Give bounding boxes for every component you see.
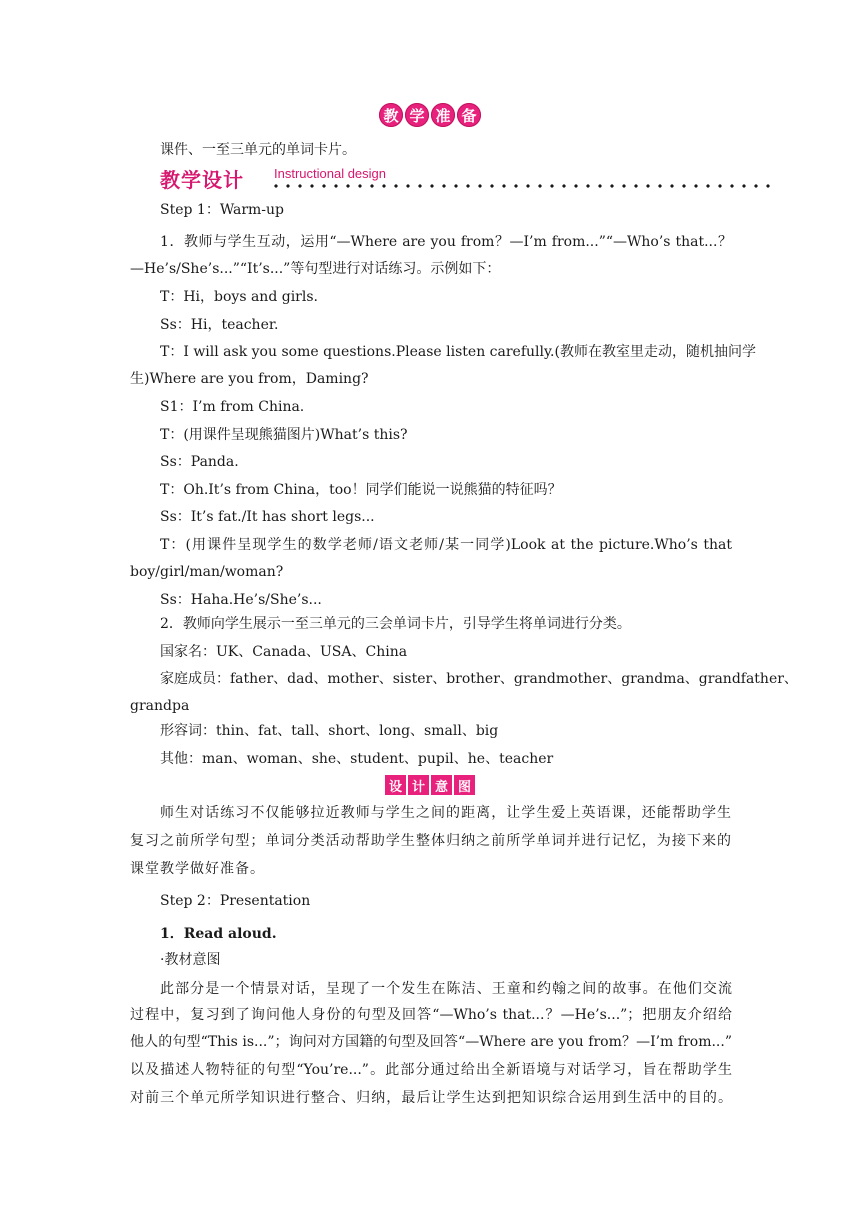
purpose-paragraph-line: 他人的句型“This is...”；询问对方国籍的句型及回答“—Where are you from？—I’m from...” bbox=[130, 1034, 732, 1050]
word-category-others: 其他：man、woman、she、student、pupil、he、teacher bbox=[160, 751, 554, 767]
dialogue-line: T：Hi，boys and girls. bbox=[160, 289, 318, 305]
materials-text: 课件、一至三单元的单词卡片。 bbox=[160, 142, 356, 158]
intent-char: 图 bbox=[454, 775, 475, 795]
purpose-paragraph-line: 以及描述人物特征的句型“You’re...”。此部分通过给出全新语境与对话学习，旨在帮助学生 bbox=[130, 1062, 732, 1078]
purpose-paragraph-line: 对前三个单元所学知识进行整合、归纳，最后让学生达到把知识综合运用到生活中的目的。 bbox=[130, 1090, 732, 1106]
dialogue-line: Ss：Panda. bbox=[160, 454, 239, 470]
step1-title: Step 1：Warm-up bbox=[160, 202, 285, 218]
purpose-paragraph-line: 此部分是一个情景对话，呈现了一个发生在陈洁、王童和约翰之间的故事。在他们交流 bbox=[160, 981, 732, 997]
step2-subheading: 1．Read aloud. bbox=[160, 926, 277, 942]
heading-char: 准 bbox=[431, 103, 455, 127]
dialogue-line: T：I will ask you some questions.Please listen carefully.(教师在教室里走动，随机抽问学 bbox=[160, 344, 756, 360]
word-category-adjectives: 形容词：thin、fat、tall、short、long、small、big bbox=[160, 723, 499, 739]
dialogue-line-cont: boy/girl/man/woman? bbox=[130, 564, 284, 580]
intent-paragraph-line: 课堂教学做好准备。 bbox=[130, 861, 265, 877]
dialogue-line-cont: 生)Where are you from，Daming? bbox=[130, 371, 369, 387]
intent-paragraph-line: 师生对话练习不仅能够拉近教师与学生之间的距离，让学生爱上英语课，还能帮助学生 bbox=[160, 805, 732, 821]
step2-title: Step 2：Presentation bbox=[160, 893, 311, 909]
heading-char: 学 bbox=[405, 103, 429, 127]
step1-item2: 2．教师向学生展示一至三单元的三会单词卡片，引导学生将单词进行分类。 bbox=[160, 616, 631, 632]
dotted-divider bbox=[270, 183, 770, 189]
dialogue-line: T：Oh.It’s from China，too！同学们能说一说熊猫的特征吗？ bbox=[160, 482, 562, 498]
step1-item1-line1: 1．教师与学生互动，运用“—Where are you from？—I’m from...”“—Who’s that...？ bbox=[160, 234, 732, 250]
dialogue-line: Ss：Hi，teacher. bbox=[160, 317, 279, 333]
heading-char: 备 bbox=[457, 103, 481, 127]
instructional-design-header bbox=[160, 164, 770, 192]
dialogue-line: T：(用课件呈现学生的数学老师/语文老师/某一同学)Look at the picture.Who’s that bbox=[160, 537, 732, 553]
design-title-en: Instructional design bbox=[274, 166, 387, 181]
intent-char: 计 bbox=[408, 775, 429, 795]
dialogue-line: Ss：It’s fat./It has short legs... bbox=[160, 509, 375, 525]
dialogue-line: T：(用课件呈现熊猫图片)What’s this? bbox=[160, 427, 408, 443]
dialogue-line: S1：I’m from China. bbox=[160, 399, 305, 415]
intent-char: 设 bbox=[385, 775, 406, 795]
heading-char: 教 bbox=[379, 103, 403, 127]
purpose-label: ·教材意图 bbox=[160, 952, 221, 968]
intent-paragraph-line: 复习之前所学句型；单词分类活动帮助学生整体归纳之前所学单词并进行记忆，为接下来的 bbox=[130, 833, 732, 849]
step1-item1-line2: —He’s/She’s...”“It’s...”等句型进行对话练习。示例如下： bbox=[130, 261, 501, 277]
word-category-family: 家庭成员：father、dad、mother、sister、brother、grandmother、grandma、grandfather、 bbox=[160, 671, 798, 687]
design-title-zh: 教学设计 bbox=[160, 168, 244, 192]
design-intent-label bbox=[0, 775, 860, 795]
word-category-family-cont: grandpa bbox=[130, 698, 190, 714]
purpose-paragraph-line: 过程中，复习到了询问他人身份的句型及回答“—Who’s that...？—He’s...”；把朋友介绍给 bbox=[130, 1007, 732, 1023]
intent-char: 意 bbox=[431, 775, 452, 795]
teaching-preparation-heading bbox=[0, 103, 860, 127]
dialogue-line: Ss：Haha.He’s/She’s... bbox=[160, 592, 322, 608]
word-category-countries: 国家名：UK、Canada、USA、China bbox=[160, 644, 408, 660]
